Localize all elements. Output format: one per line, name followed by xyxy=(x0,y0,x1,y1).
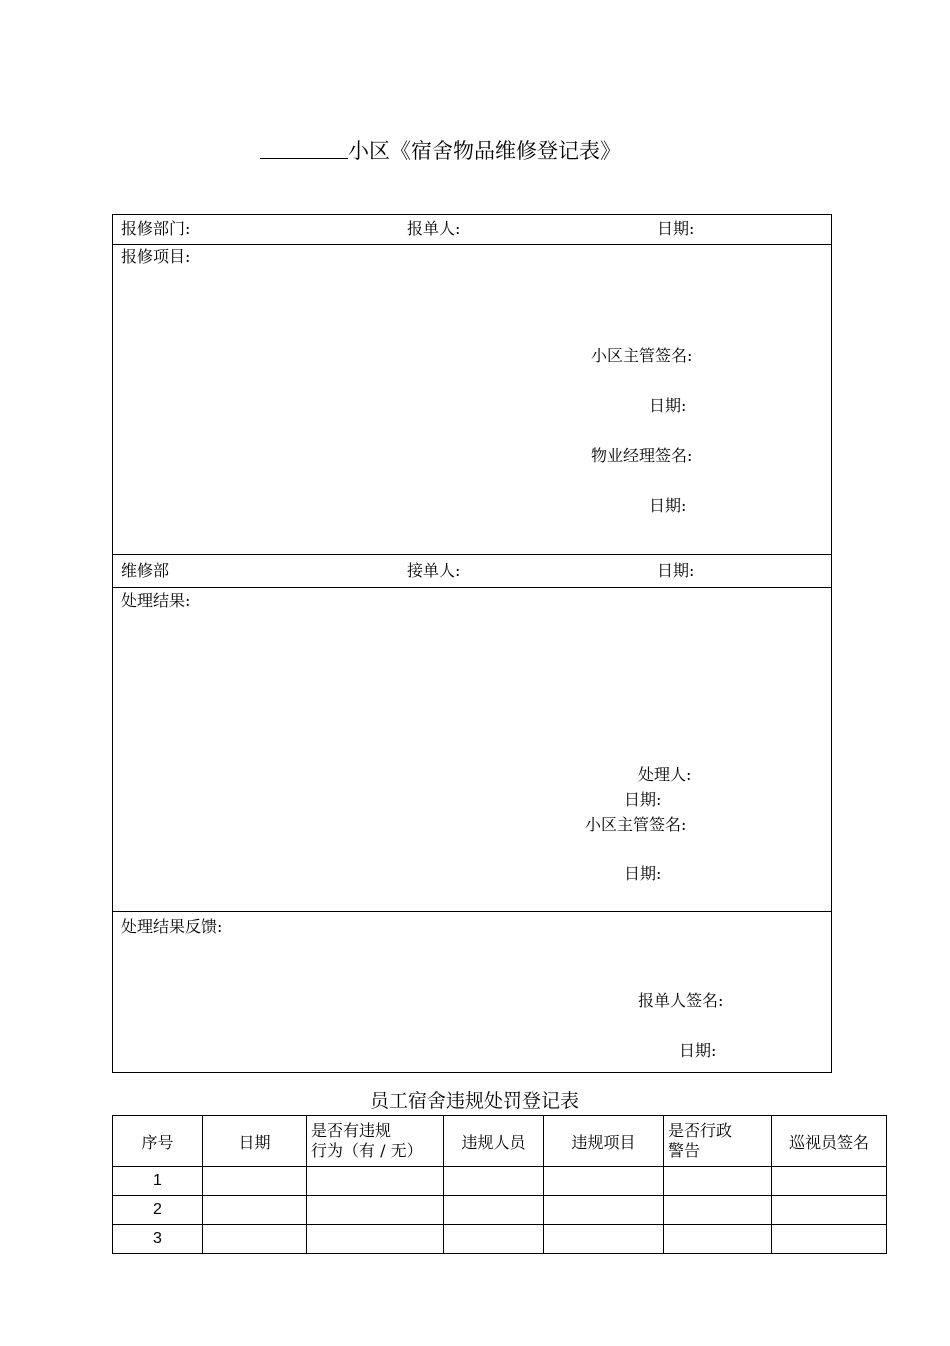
divider xyxy=(113,911,831,912)
report-date-label: 日期: xyxy=(657,219,695,238)
col-header-violator: 违规人员 xyxy=(444,1116,544,1167)
cell-inspector[interactable] xyxy=(772,1167,887,1196)
handler-date-label: 日期: xyxy=(624,790,662,809)
table-header-row xyxy=(113,1116,887,1167)
manager-date-label: 日期: xyxy=(649,496,687,515)
col-header-index: 序号 xyxy=(113,1116,203,1167)
cell-item[interactable] xyxy=(544,1196,664,1225)
cell-warning[interactable] xyxy=(664,1196,772,1225)
result-supervisor-date-label: 日期: xyxy=(624,864,662,883)
cell-index: 3 xyxy=(113,1225,203,1254)
cell-item[interactable] xyxy=(544,1225,664,1254)
feedback-date-label: 日期: xyxy=(679,1041,717,1060)
cell-warning[interactable] xyxy=(664,1225,772,1254)
col-header-warning-line1: 是否行政 xyxy=(668,1121,733,1140)
cell-index: 2 xyxy=(113,1196,203,1225)
col-header-date: 日期 xyxy=(203,1116,307,1167)
handler-label: 处理人: xyxy=(638,765,692,784)
cell-index: 1 xyxy=(113,1167,203,1196)
manager-sign-label: 物业经理签名: xyxy=(591,446,693,465)
receive-date-label: 日期: xyxy=(657,561,695,580)
col-header-warning xyxy=(664,1116,772,1167)
cell-violation[interactable] xyxy=(307,1225,444,1254)
cell-violation[interactable] xyxy=(307,1167,444,1196)
result-label: 处理结果: xyxy=(121,591,191,610)
col-header-inspector: 巡视员签名 xyxy=(772,1116,887,1167)
form-title-text: 小区《宿舍物品维修登记表》 xyxy=(348,139,621,163)
supervisor-date-label: 日期: xyxy=(649,396,687,415)
divider xyxy=(113,587,831,588)
repair-items-label: 报修项目: xyxy=(121,247,191,266)
cell-date[interactable] xyxy=(203,1196,307,1225)
reporter-label: 报单人: xyxy=(407,219,461,238)
divider xyxy=(113,244,831,245)
result-supervisor-sign-label: 小区主管签名: xyxy=(585,815,687,834)
repair-form xyxy=(112,214,832,1073)
col-header-violation xyxy=(307,1116,444,1167)
penalty-table-title: 员工宿舍违规处罚登记表 xyxy=(370,1090,580,1112)
col-header-violation-line1: 是否有违规 xyxy=(311,1121,392,1140)
form-title xyxy=(260,136,621,166)
table-row xyxy=(113,1225,887,1254)
cell-violator[interactable] xyxy=(444,1225,544,1254)
cell-date[interactable] xyxy=(203,1167,307,1196)
col-header-warning-line2: 警告 xyxy=(668,1141,701,1160)
community-name-blank[interactable] xyxy=(260,136,348,159)
cell-warning[interactable] xyxy=(664,1167,772,1196)
cell-violation[interactable] xyxy=(307,1196,444,1225)
table-row xyxy=(113,1167,887,1196)
cell-inspector[interactable] xyxy=(772,1225,887,1254)
cell-inspector[interactable] xyxy=(772,1196,887,1225)
feedback-label: 处理结果反馈: xyxy=(121,917,223,936)
col-header-violation-line2: 行为（有 / 无） xyxy=(311,1141,423,1160)
table-row xyxy=(113,1196,887,1225)
col-header-item: 违规项目 xyxy=(544,1116,664,1167)
cell-violator[interactable] xyxy=(444,1196,544,1225)
penalty-table xyxy=(112,1115,887,1254)
reporter-sign-label: 报单人签名: xyxy=(638,991,724,1010)
divider xyxy=(113,554,831,555)
receiver-label: 接单人: xyxy=(407,561,461,580)
repair-dept-label: 报修部门: xyxy=(121,219,191,238)
supervisor-sign-label: 小区主管签名: xyxy=(591,346,693,365)
cell-violator[interactable] xyxy=(444,1167,544,1196)
maintenance-dept-label: 维修部 xyxy=(121,561,170,580)
cell-date[interactable] xyxy=(203,1225,307,1254)
cell-item[interactable] xyxy=(544,1167,664,1196)
